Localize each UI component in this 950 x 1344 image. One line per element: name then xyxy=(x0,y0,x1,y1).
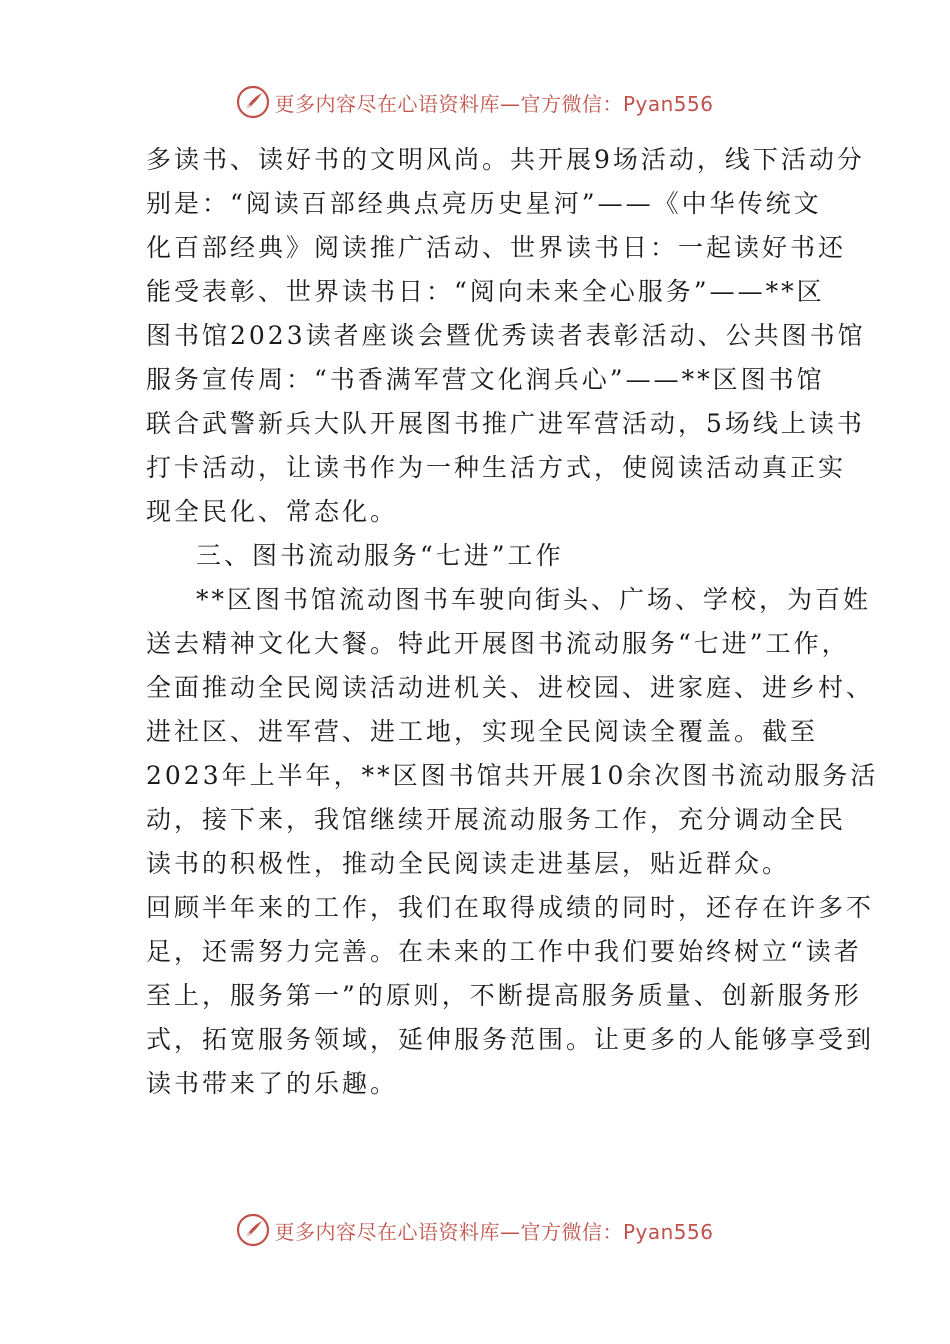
section-heading: 三、图书流动服务“七进”工作 xyxy=(196,541,564,570)
paragraph-line: 联合武警新兵大队开展图书推广进军营活动，5场线上读书 xyxy=(146,409,865,438)
paragraph-line: 送去精神文化大餐。特此开展图书流动服务“七进”工作， xyxy=(146,629,850,658)
paragraph-line: 至上，服务第一”的原则，不断提高服务质量、创新服务形 xyxy=(146,981,862,1010)
paragraph-line: 现全民化、常态化。 xyxy=(146,497,399,526)
banner-text: 更多内容尽在心语资料库—官方微信：Pyan556 xyxy=(274,1219,714,1244)
paragraph-line: 动，接下来，我馆继续开展流动服务工作，充分调动全民 xyxy=(146,805,847,834)
paragraph-line: 足，还需努力完善。在未来的工作中我们要始终树立“读者 xyxy=(146,937,862,966)
paragraph-line: 别是：“阅读百部经典点亮历史星河”——《中华传统文 xyxy=(146,189,822,218)
paragraph-line: **区图书馆流动图书车驶向街头、广场、学校，为百姓 xyxy=(196,585,872,614)
paragraph-line: 读书的积极性，推动全民阅读走进基层，贴近群众。 xyxy=(146,849,791,878)
paragraph-line: 全面推动全民阅读活动进机关、进校园、进家庭、进乡村、 xyxy=(146,673,875,702)
paragraph-line: 多读书、读好书的文明风尚。共开展9场活动，线下活动分 xyxy=(146,145,865,174)
paragraph-line: 化百部经典》阅读推广活动、世界读书日：一起读好书还 xyxy=(146,233,847,262)
footer-banner xyxy=(0,1210,950,1250)
banner-text: 更多内容尽在心语资料库—官方微信：Pyan556 xyxy=(274,91,714,116)
paragraph-line: 图书馆2023读者座谈会暨优秀读者表彰活动、公共图书馆 xyxy=(146,321,866,350)
paragraph-line: 能受表彰、世界读书日：“阅向未来全心服务”——**区 xyxy=(146,277,825,306)
paragraph-line: 读书带来了的乐趣。 xyxy=(146,1069,399,1098)
paragraph-line: 2023年上半年，**区图书馆共开展10余次图书流动服务活 xyxy=(146,761,879,790)
paragraph-line: 进社区、进军营、进工地，实现全民阅读全覆盖。截至 xyxy=(146,717,819,746)
paragraph-line: 打卡活动，让读书作为一种生活方式，使阅读活动真正实 xyxy=(146,453,847,482)
paragraph-line: 回顾半年来的工作，我们在取得成绩的同时，还存在许多不 xyxy=(146,893,875,922)
paragraph-line: 服务宣传周：“书香满军营文化润兵心”——**区图书馆 xyxy=(146,365,825,394)
quill-logo-icon xyxy=(236,1213,270,1247)
paragraph-line: 式，拓宽服务领域，延伸服务范围。让更多的人能够享受到 xyxy=(146,1025,875,1054)
